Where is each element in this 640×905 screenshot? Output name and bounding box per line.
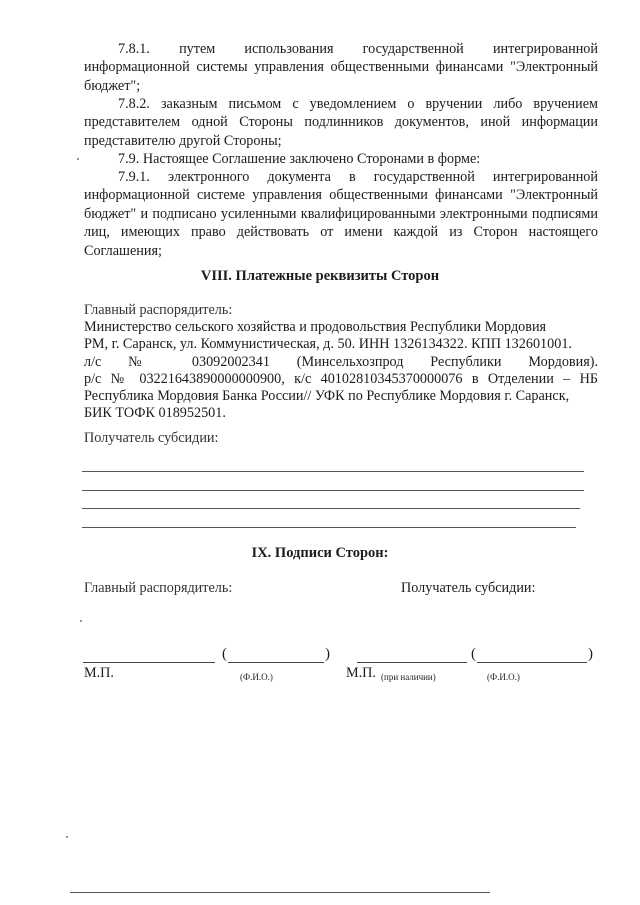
right-fio-close-paren: ) — [588, 646, 593, 662]
right-fio-open-paren: ( — [471, 646, 476, 662]
personal-account: л/с № 03092002341 (Минсельхозпрод Республики Мордовия). — [84, 353, 598, 370]
signatory-left-label: Главный распорядитель: — [84, 580, 233, 596]
clause-7-9: 7.9. Настоящее Соглашение заключено Сторонами в форме: — [118, 151, 481, 167]
left-fio-caption: (Ф.И.О.) — [240, 672, 273, 682]
address-inn-kpp: РМ, г. Саранск, ул. Коммунистическая, д. 50. ИНН 1326134322. КПП 132601001. — [84, 336, 572, 353]
right-fio-caption: (Ф.И.О.) — [487, 672, 520, 682]
scan-speck — [77, 158, 79, 160]
scan-speck — [66, 836, 68, 838]
ministry-name: Министерство сельского хозяйства и продовольствия Республики Мордовия — [84, 319, 547, 336]
recipient-blank-line-2 — [82, 490, 584, 491]
recipient-blank-line-4 — [82, 527, 576, 528]
bottom-rule — [70, 892, 490, 893]
left-stamp-label: М.П. — [84, 665, 114, 681]
recipient-blank-line-1 — [82, 471, 584, 472]
right-stamp-note: (при наличии) — [381, 672, 436, 682]
clause-7-9-1: 7.9.1. электронного документа в государственной интегрированной информационной системе управления общественными финансами "Электронный бюджет" и подписано усиленными квалифицированными электронными подписями лиц, имеющих право действовать от имени каждой из Сторон настоящего Соглашения; — [84, 169, 598, 259]
signatory-right-label: Получатель субсидии: — [401, 580, 536, 596]
scan-speck — [80, 620, 82, 622]
right-stamp-label: М.П. — [346, 665, 376, 681]
right-fio-line — [477, 662, 587, 663]
left-fio-close-paren: ) — [325, 646, 330, 662]
bank-accounts: р/с № 03221643890000000900, к/с 40102810345370000076 в Отделении – НБ Республика Мордовия Банка России// УФК по Республике Мордовия г. Саранск, — [84, 370, 598, 405]
grantor-label: Главный распорядитель: — [84, 302, 233, 318]
left-fio-line — [228, 662, 324, 663]
clause-7-8-2: 7.8.2. заказным письмом с уведомлением о вручении либо вручением представителем одной Стороны подлинников документов, иной информации представителю другой Стороны; — [84, 96, 598, 149]
payment-details — [84, 302, 598, 422]
left-signature-line — [83, 662, 215, 663]
left-fio-open-paren: ( — [222, 646, 227, 662]
bik: БИК ТОФК 018952501. — [84, 405, 226, 422]
clause-7-8-1: 7.8.1. путем использования государственной интегрированной информационной системы управления общественными финансами "Электронный бюджет"; — [84, 41, 598, 94]
recipient-blank-line-3 — [82, 508, 580, 509]
right-signature-line — [357, 662, 467, 663]
recipient-label: Получатель субсидии: — [84, 430, 219, 446]
section-8-title: VIII. Платежные реквизиты Сторон — [200, 268, 440, 284]
section-9-title: IX. Подписи Сторон: — [251, 545, 389, 561]
